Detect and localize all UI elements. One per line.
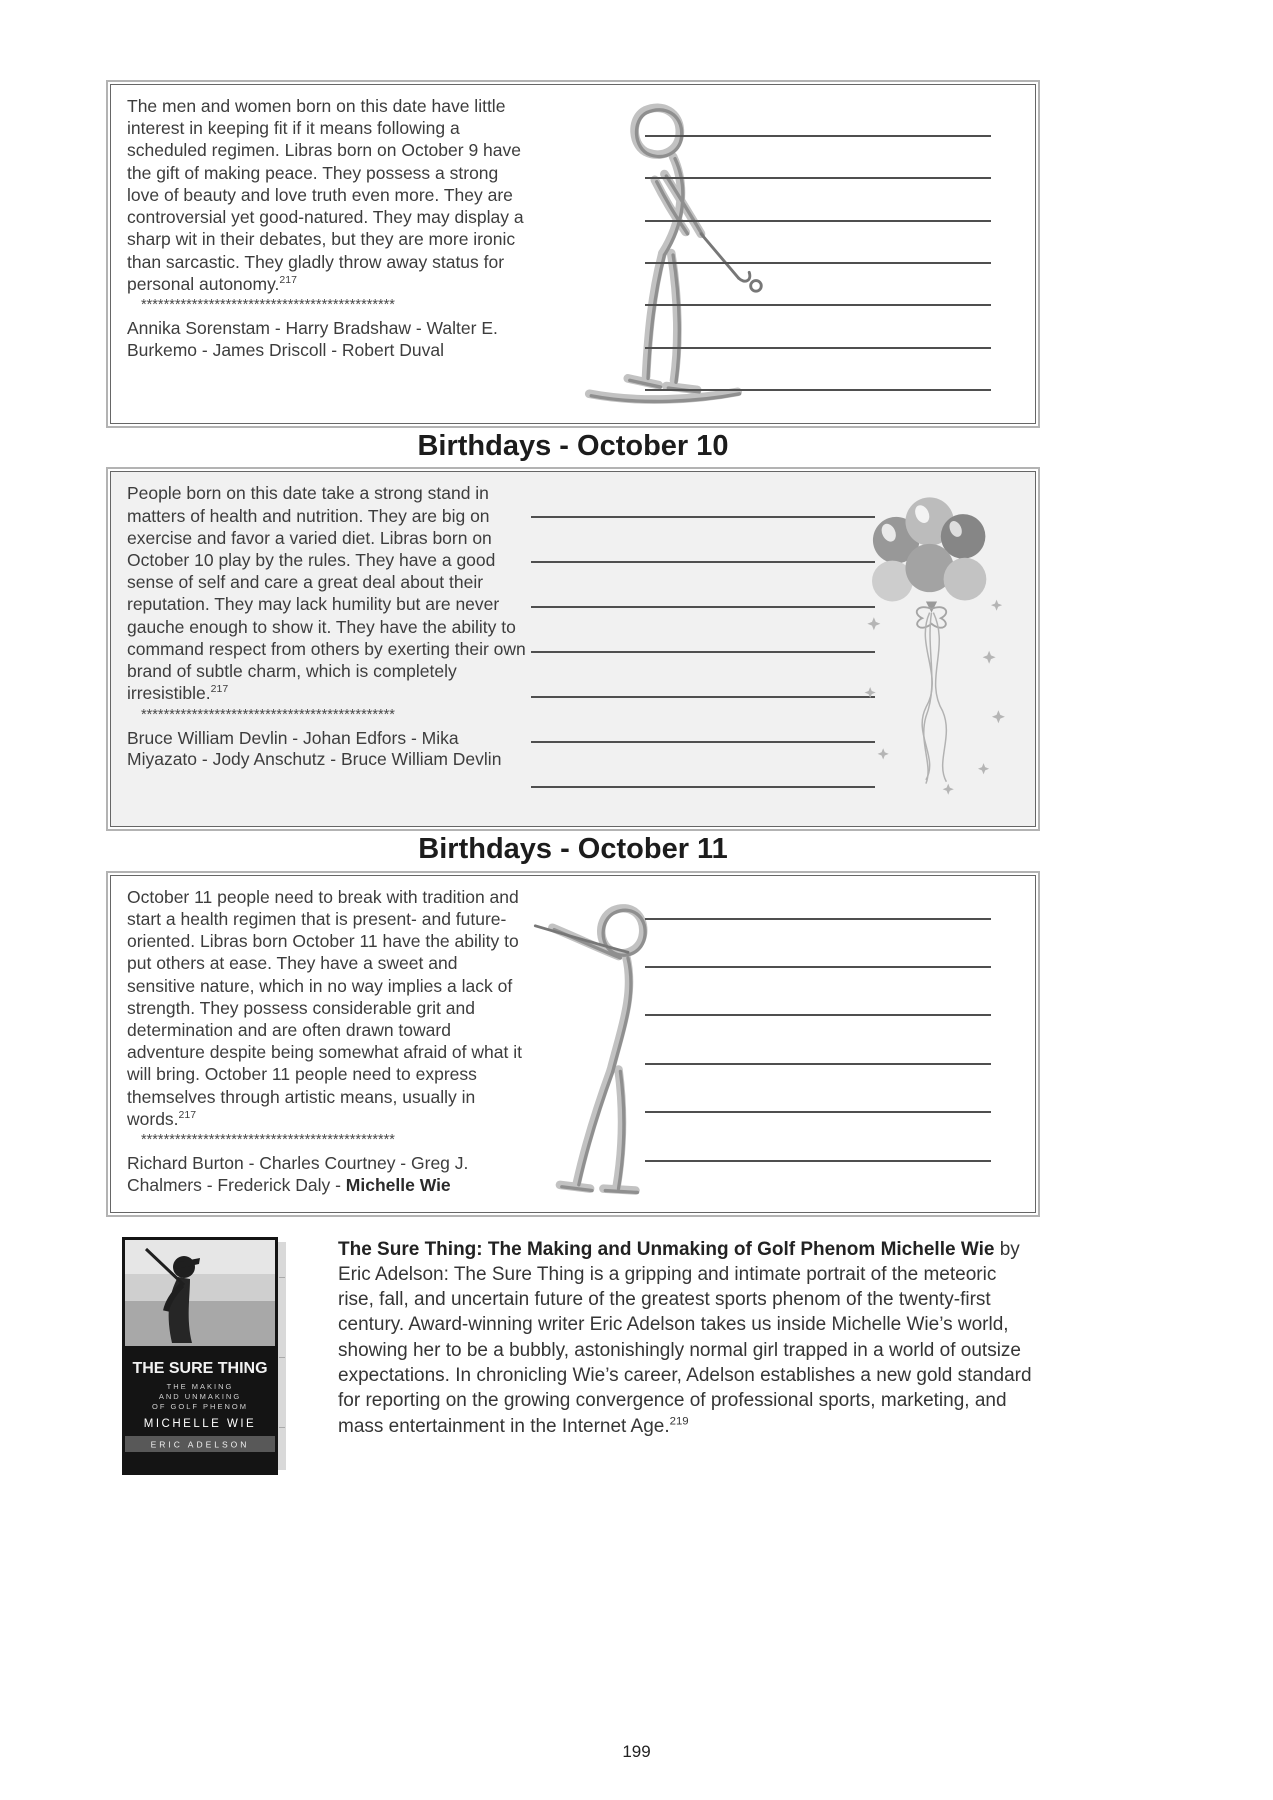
cover-subtitle-line3: OF GOLF PHENOM bbox=[152, 1401, 248, 1411]
sparkle-stars bbox=[865, 600, 1005, 795]
balloons-illustration bbox=[859, 488, 1017, 806]
book-cover-image bbox=[122, 1237, 286, 1475]
cover-subtitle-line1: THE MAKING bbox=[166, 1381, 234, 1391]
asterisk-separator: ********************************************* bbox=[141, 706, 395, 723]
october-10-text-column bbox=[127, 482, 529, 816]
footnote-marker: 219 bbox=[669, 1415, 689, 1428]
ruled-line bbox=[531, 786, 875, 788]
footnote-marker: 217 bbox=[210, 683, 229, 696]
ruled-line bbox=[531, 606, 875, 608]
names-bold-text: Michelle Wie bbox=[345, 1174, 451, 1195]
ruled-line bbox=[645, 1014, 991, 1016]
october-10-description bbox=[127, 482, 529, 704]
ruled-line bbox=[645, 1063, 991, 1065]
names-text: Richard Burton - Charles Courtney - Greg J. Chalmers - Frederick Daly - bbox=[127, 1153, 469, 1195]
cover-author: ERIC ADELSON bbox=[150, 1439, 250, 1450]
cover-photo bbox=[125, 1240, 275, 1346]
ruled-lines bbox=[531, 516, 875, 788]
page-content bbox=[110, 84, 1036, 1480]
balloon-strings bbox=[922, 613, 946, 784]
birthday-section-october-10 bbox=[110, 471, 1036, 827]
golf-club bbox=[535, 926, 628, 952]
page-number: 199 bbox=[622, 1742, 651, 1761]
ruled-lines bbox=[645, 918, 991, 1162]
october-10-paragraph: People born on this date take a strong stand in matters of health and nutrition. They are big on exercise and favor a varied diet. Libras born on October 10 play by the rules. They have a good sense of self and care a great deal about their reputation. They may lack humility but are never gauche enough to show it. They have the ability to command respect from others by exerting their own brand of subtle charm, which is completely irresistible. bbox=[127, 483, 526, 704]
book-summary: by Eric Adelson: The Sure Thing is a gripping and intimate portrait of the meteoric rise, fall, and uncertain future of the greatest sports phenom of the twenty-first century. Award-winning writer Eric Adelson takes us inside Michelle Wie’s world, showing her to be a bubbly, astonishingly normal girl trapped in a world of outsize expectations. In chronicling Wie’s career, Adelson establishes a new gold standard for reporting on the growing convergence of professional sports, marketing, and mass entertainment in the Internet Age. bbox=[338, 1238, 1032, 1437]
ruled-line bbox=[645, 389, 991, 391]
book-description bbox=[286, 1237, 1036, 1480]
birthday-section-october-11 bbox=[110, 875, 1036, 1213]
section-heading-october-10: Birthdays - October 10 bbox=[417, 430, 729, 462]
ruled-line bbox=[531, 651, 875, 653]
october-9-art-column bbox=[529, 95, 1019, 413]
ruled-line bbox=[645, 347, 991, 349]
october-10-art-column bbox=[529, 482, 1019, 816]
october-9-text-column bbox=[127, 95, 529, 413]
october-11-description bbox=[127, 886, 529, 1130]
october-11-names bbox=[127, 1153, 529, 1197]
october-11-paragraph: October 11 people need to break with tradition and start a health regimen that is present- and future-oriented. Libras born October 11 have the ability to put others at ease. They have a sweet and sensitive nature, which in no way implies a lack of strength. They possess considerable grit and determination and are often drawn toward adventure despite being somewhat afraid of what it will bring. October 11 people need to express themselves through artistic means, usually in words. bbox=[127, 886, 522, 1129]
book-promo-section bbox=[110, 1237, 1036, 1480]
ruled-line bbox=[645, 1160, 991, 1162]
october-11-text-column bbox=[127, 886, 529, 1202]
footnote-marker: 217 bbox=[178, 1109, 197, 1122]
asterisk-separator: ********************************************* bbox=[141, 1132, 395, 1149]
ruled-line bbox=[531, 696, 875, 698]
ruled-line bbox=[645, 262, 991, 264]
october-10-names bbox=[127, 728, 529, 772]
names-text: Bruce William Devlin - Johan Edfors - Mika Miyazato - Jody Anschutz - Bruce William Devlin bbox=[127, 727, 502, 770]
ruled-line bbox=[645, 177, 991, 179]
cover-subject-name: MICHELLE WIE bbox=[143, 1417, 257, 1430]
october-9-names bbox=[127, 318, 529, 362]
ruled-line bbox=[645, 304, 991, 306]
ruled-line bbox=[645, 1111, 991, 1113]
ruled-line bbox=[645, 220, 991, 222]
ruled-lines bbox=[645, 135, 991, 391]
footnote-marker: 217 bbox=[279, 273, 297, 286]
ruled-line bbox=[531, 561, 875, 563]
section-heading-october-11: Birthdays - October 11 bbox=[418, 833, 728, 866]
book-cover bbox=[110, 1237, 286, 1480]
cover-title: THE SURE THING bbox=[132, 1359, 268, 1377]
book-title: The Sure Thing: The Making and Unmaking of Golf Phenom Michelle Wie bbox=[338, 1238, 995, 1260]
ruled-line bbox=[645, 966, 991, 968]
asterisk-separator: ********************************************* bbox=[141, 296, 395, 313]
ruled-line bbox=[645, 918, 991, 920]
birthday-section-october-9 bbox=[110, 84, 1036, 424]
ruled-line bbox=[531, 741, 875, 743]
october-9-description bbox=[127, 95, 529, 295]
cover-subtitle-line2: AND UNMAKING bbox=[158, 1391, 242, 1401]
ruled-line bbox=[645, 135, 991, 137]
names-text: Annika Sorenstam - Harry Bradshaw - Walter E. Burkemo - James Driscoll - Robert Duval bbox=[127, 317, 498, 360]
october-11-art-column bbox=[529, 886, 1019, 1202]
ruled-line bbox=[531, 516, 875, 518]
october-9-paragraph: The men and women born on this date have little interest in keeping fit if it means following a scheduled regimen. Libras born on October 9 have the gift of making peace. They possess a strong love of beauty and love truth even more. They are controversial yet good-natured. They may display a sharp wit in their debates, but they are more ironic than sarcastic. They gladly throw away status for personal autonomy. bbox=[127, 96, 524, 294]
balloon-cluster bbox=[872, 498, 986, 602]
